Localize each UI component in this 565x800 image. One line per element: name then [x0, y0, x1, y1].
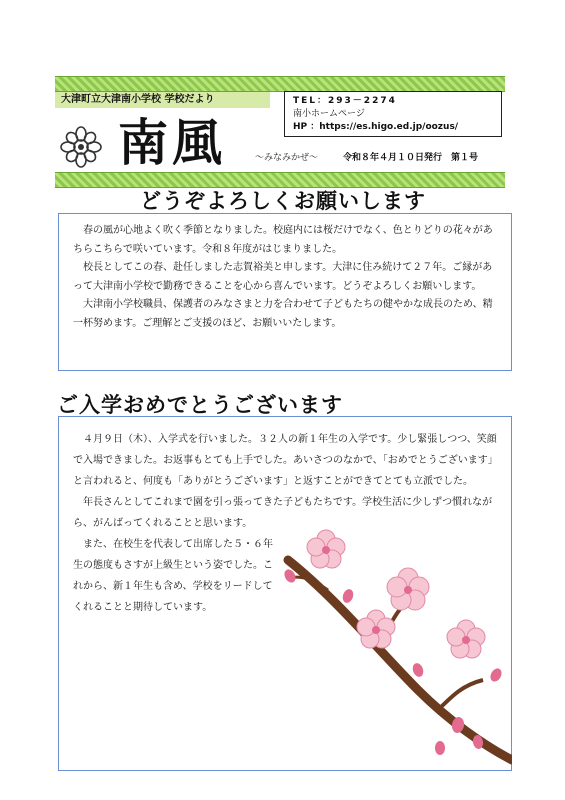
school-name: 大津町立大津南小学校 学校だより [55, 92, 270, 108]
decorative-band-top [55, 76, 505, 92]
entrance-paragraph: ４月９日（木）、入学式を行いました。３２人の新１年生の入学です。少し緊張しつつ、笑顔で入場できました。お返事もとても上手でした。あいさつのなかで、「おめでとうございます」と言われると、何度も「ありがとうございます」と返すことができてとても立派でした。 [73, 434, 497, 487]
greeting-paragraph: 校長としてこの春、赴任しました志賀裕美と申します。大津に住み続けて２７年。ご縁があって大津南小学校で勤務できることを心から喜んでいます。どうぞよろしくお願いします。 [73, 262, 493, 292]
issue-info: 令和８年４月１０日発行 第１号 [343, 153, 479, 163]
section-heading-greeting: どうぞよろしくお願いします [140, 189, 426, 213]
entrance-paragraph: また、在校生を代表して出席した５・６年生の態度もさすが上級生という姿でした。これから、新１年生も含め、学校をリードしてくれることと期待しています。 [73, 539, 273, 613]
homepage-label: 南小ホームページ [293, 109, 365, 119]
school-emblem-icon [60, 126, 102, 168]
greeting-box [58, 213, 512, 371]
newsletter-title-reading: ～みなみかぜ～ [255, 153, 319, 163]
contact-box [284, 91, 502, 137]
greeting-paragraph: 大津南小学校職員、保護者のみなさまと力を合わせて子どもたちの健やかな成長のため、精一杯努めます。ご理解とご支援のほど、お願いいたします。 [73, 299, 493, 329]
greeting-paragraph: 春の風が心地よく吹く季節となりました。校庭内には桜だけでなく、色とりどりの花々があちらこちらで咲いています。令和８年度がはじまりました。 [73, 225, 493, 255]
entrance-paragraph: 年長さんとしてこれまで園を引っ張ってきた子どもたちです。学校生活に少しずつ慣れながら、がんばってくれることと思います。 [73, 497, 493, 529]
homepage-url[interactable]: HP ：https://es.higo.ed.jp/oozus/ [293, 122, 459, 132]
section-heading-entrance: ご入学おめでとうございます [57, 393, 343, 417]
newsletter-title: 南風 [118, 113, 226, 172]
contact-tel: TEL：293－2274 [293, 96, 397, 106]
cherry-blossom-branch-illustration [268, 520, 512, 772]
